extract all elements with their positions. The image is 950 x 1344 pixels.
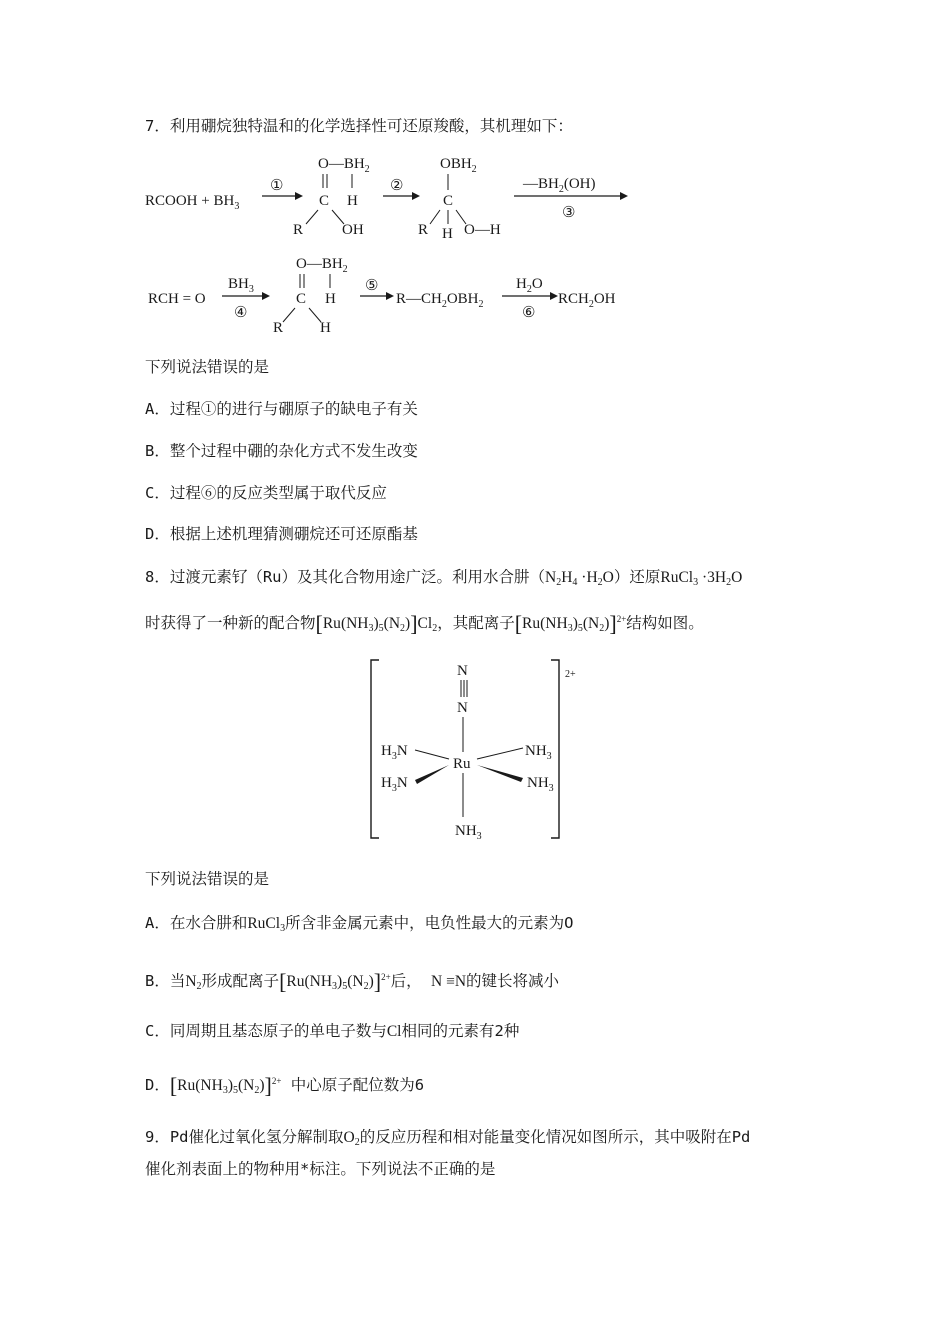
structure-charge: 2+ (565, 669, 576, 680)
q7-option-a: A．过程①的进行与硼原子的缺电子有关 (145, 400, 418, 418)
structure-n-top: N (457, 663, 468, 679)
q7-option-c: C．过程⑥的反应类型属于取代反应 (145, 484, 387, 502)
arrow-4-head (262, 292, 270, 300)
q8-line-2: 时获得了一种新的配合物$[Ru(NH_3)_5(N_2)]Cl_2$，其配离子$[Ru(NH_3)_5(N_2)]^{2+}$结构如图。 (145, 611, 704, 636)
int4-h: H (325, 291, 336, 307)
aldehyde: RCH = O (148, 291, 206, 307)
right-bracket (551, 660, 559, 838)
q9-line-2: 催化剂表面上的物种用*标注。下列说法不正确的是 (145, 1160, 496, 1178)
rucl3-formula-a: RuCl$_3$ (247, 915, 286, 934)
structure-ru: Ru (453, 756, 471, 772)
step-6-reagent: $H_2O$ (516, 276, 543, 295)
step-4-label: ④ (234, 305, 248, 321)
step-3-reagent: $—BH_2(OH)$ (523, 176, 596, 195)
q7-option-b: B．整个过程中硼的杂化方式不发生改变 (145, 442, 418, 460)
q8-complex-structure (365, 655, 585, 850)
complex-ion-formula-b: $[Ru(NH_3)_5(N_2)]^{2+}$ (279, 969, 391, 994)
q7-option-d: D．根据上述机理猜测硼烷还可还原酯基 (145, 525, 418, 543)
product: $RCH_2OH$ (558, 291, 616, 310)
step-5-label: ⑤ (365, 278, 379, 294)
structure-h3n-lower: $H_3N$ (381, 775, 408, 794)
rucl3-formula: RuCl$_3$ $\cdot 3H_2O$ (660, 569, 743, 588)
o2-formula: $O_2$ (343, 1129, 360, 1148)
complex-ion-formula-d: $[Ru(NH_3)_5(N_2)]^{2+}$ (169, 1073, 282, 1098)
int4-c: C (296, 291, 307, 307)
int1-o-bh2: $O—BH_2$ (318, 156, 370, 175)
ru-nh3-left-upper-bond (415, 750, 449, 759)
int2-c: C (443, 193, 454, 209)
int1-h: H (347, 193, 358, 209)
structure-h3n-upper: $H_3N$ (381, 743, 408, 762)
complex-formula: $[Ru(NH_3)_5(N_2)]Cl_2$ (315, 611, 438, 636)
arrow-6-head (550, 292, 558, 300)
arrow-1-head (295, 192, 303, 200)
hydrazine-formula: $N_2H_4 \cdot H_2O$ (545, 569, 614, 588)
step-1-label: ① (270, 178, 284, 194)
structure-nh3-bottom: $NH_3$ (455, 823, 482, 842)
structure-nh3-right-lower: $NH_3$ (527, 775, 554, 794)
q7-prompt: 下列说法错误的是 (145, 358, 270, 376)
structure-nh3-right-upper: $NH_3$ (525, 743, 552, 762)
int1-c: C (319, 193, 330, 209)
q9-line-1: 9．Pd催化过氧化氢分解制取$O_2$的反应历程和相对能量变化情况如图所示，其中吸附在Pd (145, 1128, 751, 1148)
q8-option-d: D．$[Ru(NH_3)_5(N_2)]^{2+}$ 中心原子配位数为6 (145, 1073, 425, 1098)
borate-ester: $R—CH_2OBH_2$ (396, 291, 484, 310)
int2-o-h: O—H (464, 222, 501, 238)
q7-reactants: RCOOH + $BH_3$ (145, 193, 240, 212)
int1-r: R (293, 222, 304, 238)
q7-stem: 7．利用硼烷独特温和的化学选择性可还原羧酸，其机理如下： (145, 117, 573, 135)
int4-h2: H (320, 320, 331, 336)
arrow-3-head (620, 192, 628, 200)
structure-n-bottom: N (457, 700, 468, 716)
int1-oh: OH (342, 222, 364, 238)
left-bracket (371, 660, 379, 838)
step-2-label: ② (390, 178, 404, 194)
arrow-2-head (412, 192, 420, 200)
q8-option-b: B．当$N_2$形成配离子$[Ru(NH_3)_5(N_2)]^{2+}$后， N ≡N的键长将减小 (145, 969, 560, 994)
int2-h: H (442, 226, 453, 242)
complex-ion-formula: $[Ru(NH_3)_5(N_2)]^{2+}$ (514, 611, 627, 636)
int4-o-bh2: $O—BH_2$ (296, 256, 348, 275)
n2-formula: $N_2$ (185, 973, 202, 992)
q8-line-1: 8．过渡元素钌（Ru）及其化合物用途广泛。利用水合肼$(N_2H_4 \cdot H_2O)$还原RuCl$_3$ $\cdot 3H_2O$ (145, 568, 743, 588)
int1-c-r-bond (306, 210, 318, 224)
step-4-reagent: $BH_3$ (228, 276, 254, 295)
step-6-label: ⑥ (522, 305, 536, 321)
q7-mechanism-diagram (140, 150, 640, 340)
triple-bond-text: N ≡N (431, 973, 467, 990)
cl-symbol: Cl (386, 1023, 402, 1040)
ru-nh3-right-wedge (477, 765, 523, 782)
q8-prompt: 下列说法错误的是 (145, 870, 270, 888)
int4-r: R (273, 320, 284, 336)
q8-option-a: A．在水合肼和RuCl$_3$所含非金属元素中，电负性最大的元素为O (145, 914, 574, 934)
int2-c-r-bond (430, 210, 440, 224)
ru-nh3-left-wedge (415, 765, 449, 784)
ru-nh3-right-upper-bond (477, 748, 523, 759)
int4-c-r-bond (283, 308, 295, 322)
step-3-label: ③ (562, 205, 576, 221)
q8-option-c: C．同周期且基态原子的单电子数与Cl相同的元素有2种 (145, 1022, 520, 1040)
int2-obh2: $OBH_2$ (440, 156, 477, 175)
int2-r: R (418, 222, 429, 238)
arrow-5-head (386, 292, 394, 300)
